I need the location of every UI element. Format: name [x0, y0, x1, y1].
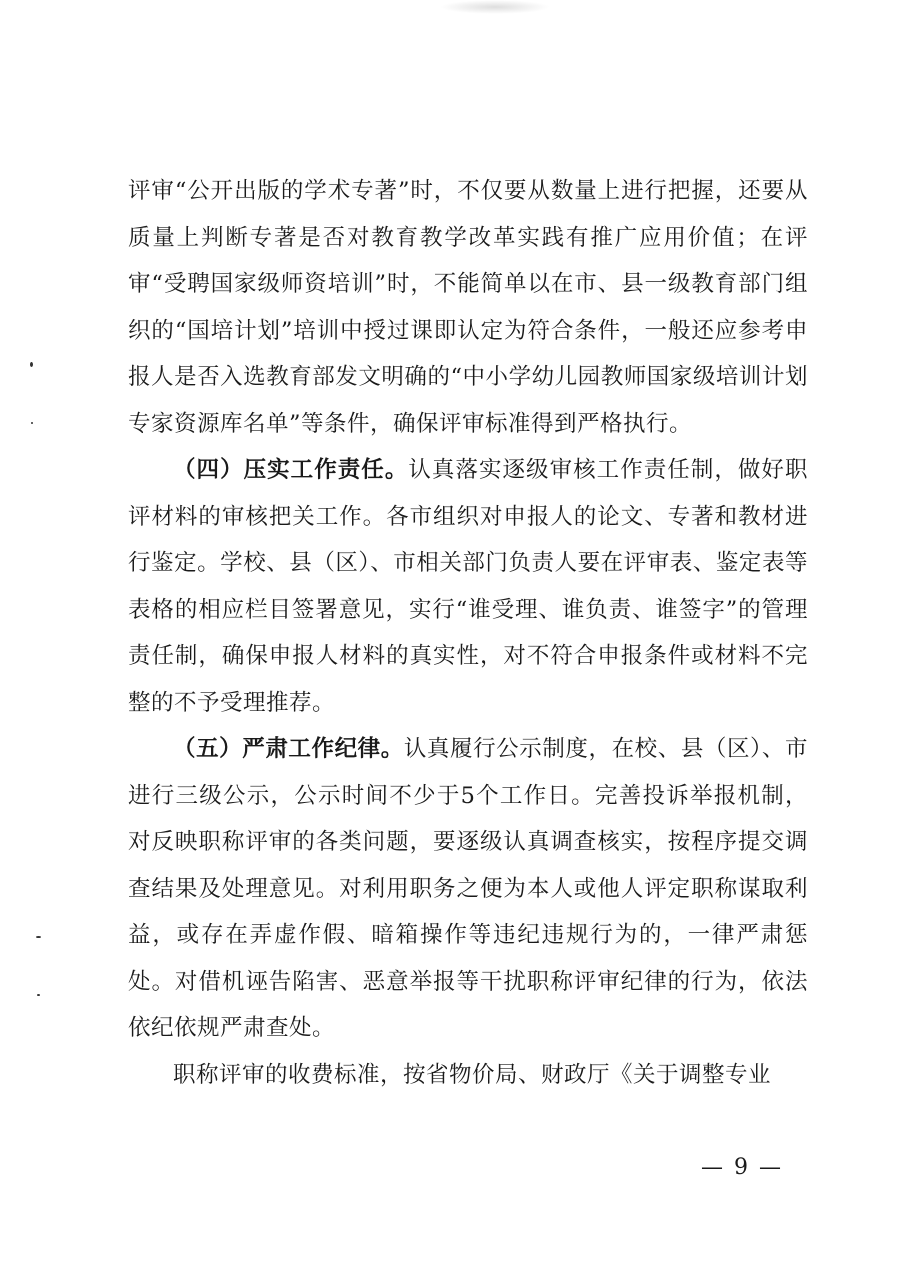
scan-speck — [37, 994, 40, 996]
scan-artifact — [440, 0, 550, 14]
paragraph-3-text: 认真履行公示制度，在校、县（区）、市进行三级公示，公示时间不少于5个工作日。完善投诉举报机制，对反映职称评审的各类问题，要逐级认真调查核实，按程序提交调查结果及处理意见。对利用职务之便为本人或他人评定职称谋取利益，或存在弄虚作假、暗箱操作等违纪违规行为的，一律严肃惩处。对借机诬告陷害、恶意举报等干扰职称评审纪律的行为，依法依纪依规严肃查处。 — [128, 736, 808, 1041]
paragraph-2-text: 认真落实逐级审核工作责任制，做好职评材料的审核把关工作。各市组织对申报人的论文、专著和教材进行鉴定。学校、县（区）、市相关部门负责人要在评审表、鉴定表等表格的相应栏目签署意见，实行“谁受理、谁负责、谁签字”的管理责任制，确保申报人材料的真实性，对不符合申报条件或材料不完整的不予受理推荐。 — [128, 457, 808, 716]
page-number: — 9 — — [701, 1155, 783, 1180]
paragraph-1-text: 评审“公开出版的学术专著”时，不仅要从数量上进行把握，还要从质量上判断专著是否对教育教学改革实践有推广应用价值；在评审“受聘国家级师资培训”时，不能简单以在市、县一级教育部门组织的“国培计划”培训中授过课即认定为符合条件，一般还应参考申报人是否入选教育部发文明确的“中小学幼儿园教师国家级培训计划专家资源库名单”等条件，确保评审标准得到严格执行。 — [128, 178, 808, 437]
body-text — [128, 168, 808, 1098]
paragraph-1 — [128, 168, 808, 447]
paragraph-4 — [128, 1052, 808, 1099]
scan-speck — [31, 422, 33, 424]
paragraph-2 — [128, 447, 808, 726]
scan-speck — [30, 362, 33, 367]
section-heading-4: （四）压实工作责任。 — [173, 457, 409, 483]
scan-speck — [36, 936, 41, 938]
section-heading-5: （五）严肃工作纪律。 — [173, 736, 404, 762]
paragraph-3 — [128, 726, 808, 1052]
paragraph-4-text: 职称评审的收费标准，按省物价局、财政厅《关于调整专业 — [173, 1061, 772, 1088]
